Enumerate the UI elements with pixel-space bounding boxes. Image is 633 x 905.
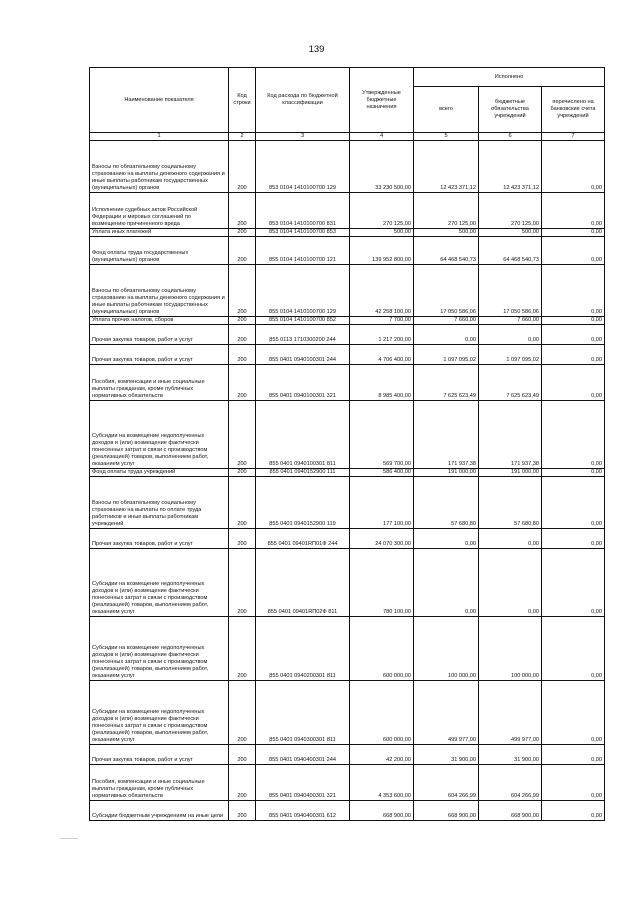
header-line-code: Код строки [229, 68, 256, 133]
row-budget-obligations: 0,00 [479, 325, 542, 345]
row-line-code: 200 [229, 365, 256, 401]
row-executed-total: 1 097 095,02 [414, 345, 479, 365]
row-transferred: 0,00 [542, 317, 605, 325]
row-approved-amount: 780 100,00 [350, 549, 414, 617]
table-row [90, 365, 605, 401]
row-name: Прочая закупка товаров, работ и услуг [90, 345, 229, 365]
row-line-code: 200 [229, 477, 256, 529]
row-name: Взносы по обязательному социальному страхованию на выплаты денежного содержания и иные выплаты работникам государственных (муниципальных) органов [90, 141, 229, 193]
row-approved-amount: 177 100,00 [350, 477, 414, 529]
row-name: Субсидии на возмещение недополученных доходов и (или) возмещение фактически понесенных затрат в связи с производством (реализацией) товаров, выполнением работ, оказанием услуг [90, 549, 229, 617]
row-name: Взносы по обязательному социальному страхованию на выплаты по оплате труда работников и иные выплаты работникам учреждений [90, 477, 229, 529]
row-approved-amount: 42 200,00 [350, 745, 414, 765]
row-budget-code: 855 0104 1410100700 129 [256, 265, 350, 317]
row-name: Субсидии на возмещение недополученных доходов и (или) возмещение фактически понесенных затрат в связи с производством (реализацией) товаров, выполнением работ, оказанием услуг [90, 617, 229, 681]
row-executed-total: 270 125,00 [414, 193, 479, 229]
table-row [90, 549, 605, 617]
row-approved-amount: 600 000,00 [350, 681, 414, 745]
row-line-code: 200 [229, 229, 256, 237]
column-number: 5 [414, 133, 479, 141]
row-transferred: 0,00 [542, 193, 605, 229]
row-transferred: 0,00 [542, 617, 605, 681]
column-number: 2 [229, 133, 256, 141]
row-line-code: 200 [229, 317, 256, 325]
budget-execution-table [89, 67, 605, 821]
row-name: Субсидии на возмещение недополученных доходов и (или) возмещение фактически понесенных затрат в связи с производством (реализацией) товаров, выполнением работ, оказанием услуг [90, 401, 229, 469]
row-budget-code: 855 0401 0940100301 811 [256, 401, 350, 469]
row-approved-amount: 4 353 600,00 [350, 765, 414, 801]
row-budget-obligations: 1 097 095,02 [479, 345, 542, 365]
row-approved-amount: 24 070 300,00 [350, 529, 414, 549]
row-name: Прочая закупка товаров, работ и услуг [90, 745, 229, 765]
header-budget-code: Код расхода по бюджетной классификации [256, 68, 350, 133]
row-line-code: 200 [229, 681, 256, 745]
row-budget-obligations: 31 900,00 [479, 745, 542, 765]
table-row [90, 193, 605, 229]
table-row [90, 765, 605, 801]
row-budget-obligations: 100 000,00 [479, 617, 542, 681]
table-row [90, 745, 605, 765]
row-executed-total: 0,00 [414, 529, 479, 549]
row-executed-total: 0,00 [414, 325, 479, 345]
row-budget-code: 853 0104 1410100700 831 [256, 193, 350, 229]
row-transferred: 0,00 [542, 141, 605, 193]
row-budget-obligations: 7 625 623,49 [479, 365, 542, 401]
row-budget-code: 855 0401 0940400301 612 [256, 801, 350, 821]
row-transferred: 0,00 [542, 265, 605, 317]
row-transferred: 0,00 [542, 801, 605, 821]
row-approved-amount: 586 400,00 [350, 469, 414, 477]
row-line-code: 200 [229, 265, 256, 317]
row-line-code: 200 [229, 529, 256, 549]
row-approved-amount: 270 125,00 [350, 193, 414, 229]
row-transferred: 0,00 [542, 237, 605, 265]
table-row [90, 325, 605, 345]
row-budget-obligations: 17 050 586,06 [479, 265, 542, 317]
table-row [90, 801, 605, 821]
row-transferred: 0,00 [542, 529, 605, 549]
table-row [90, 681, 605, 745]
row-budget-obligations: 191 000,00 [479, 469, 542, 477]
header-transferred: перечислено на банковские счета учреждений [542, 87, 605, 133]
row-approved-amount: 42 258 100,00 [350, 265, 414, 317]
row-budget-code: 855 0401 0940152900 119 [256, 477, 350, 529]
row-name: Пособия, компенсации и иные социальные выплаты гражданам, кроме публичных нормативных обязательств [90, 365, 229, 401]
row-name: Пособия, компенсации и иные социальные выплаты гражданам, кроме публичных нормативных обязательств [90, 765, 229, 801]
row-transferred: 0,00 [542, 477, 605, 529]
row-transferred: 0,00 [542, 325, 605, 345]
column-number: 6 [479, 133, 542, 141]
row-line-code: 200 [229, 325, 256, 345]
row-approved-amount: 569 700,00 [350, 401, 414, 469]
row-executed-total: 499 977,00 [414, 681, 479, 745]
row-budget-code: 855 0401 0940400301 244 [256, 745, 350, 765]
column-number: 1 [90, 133, 229, 141]
row-name: Субсидии бюджетным учреждениям на иные цели [90, 801, 229, 821]
row-line-code: 200 [229, 617, 256, 681]
row-executed-total: 64 468 540,73 [414, 237, 479, 265]
header-executed: Исполнено [414, 68, 605, 87]
row-budget-code: 855 0401 0940300301 811 [256, 681, 350, 745]
row-executed-total: 191 000,00 [414, 469, 479, 477]
row-executed-total: 171 937,38 [414, 401, 479, 469]
row-approved-amount: 1 217 200,00 [350, 325, 414, 345]
row-budget-code: 855 0104 1410100700 852 [256, 317, 350, 325]
row-name: Субсидии на возмещение недополученных доходов и (или) возмещение фактически понесенных затрат в связи с производством (реализацией) товаров, выполнением работ, оказанием услуг [90, 681, 229, 745]
row-approved-amount: 8 985 400,00 [350, 365, 414, 401]
row-executed-total: 100 000,00 [414, 617, 479, 681]
row-approved-amount: 33 230 500,00 [350, 141, 414, 193]
row-executed-total: 7 660,00 [414, 317, 479, 325]
scan-mark [60, 838, 78, 839]
row-approved-amount: 139 952 800,00 [350, 237, 414, 265]
row-budget-code: 853 0104 1410100700 129 [256, 141, 350, 193]
row-name: Прочая закупка товаров, работ и услуг [90, 325, 229, 345]
row-name: Исполнение судебных актов Российской Федерации и мировых соглашений по возмещению причиненного вреда [90, 193, 229, 229]
table-row [90, 141, 605, 193]
header-approved: Утвержденные бюджетные назначения [350, 68, 414, 133]
row-line-code: 200 [229, 765, 256, 801]
table-row [90, 229, 605, 237]
row-executed-total: 500,00 [414, 229, 479, 237]
row-approved-amount: 668 900,00 [350, 801, 414, 821]
row-approved-amount: 500,00 [350, 229, 414, 237]
row-transferred: 0,00 [542, 681, 605, 745]
row-name: Фонд оплаты труда учреждений [90, 469, 229, 477]
row-budget-obligations: 57 680,80 [479, 477, 542, 529]
row-budget-code: 853 0104 1410100700 853 [256, 229, 350, 237]
row-executed-total: 668 900,00 [414, 801, 479, 821]
table-row [90, 345, 605, 365]
row-budget-obligations: 499 977,00 [479, 681, 542, 745]
row-approved-amount: 4 706 400,00 [350, 345, 414, 365]
row-executed-total: 7 625 623,49 [414, 365, 479, 401]
row-budget-code: 855 0401 0940100301 321 [256, 365, 350, 401]
row-budget-obligations: 270 125,00 [479, 193, 542, 229]
row-transferred: 0,00 [542, 401, 605, 469]
row-line-code: 200 [229, 469, 256, 477]
row-line-code: 200 [229, 745, 256, 765]
row-line-code: 200 [229, 549, 256, 617]
row-approved-amount: 7 700,00 [350, 317, 414, 325]
column-number: 3 [256, 133, 350, 141]
row-line-code: 200 [229, 237, 256, 265]
row-transferred: 0,00 [542, 229, 605, 237]
row-budget-code: 855 0113 1710300200 244 [256, 325, 350, 345]
row-executed-total: 31 900,00 [414, 745, 479, 765]
row-transferred: 0,00 [542, 365, 605, 401]
column-number: 7 [542, 133, 605, 141]
row-executed-total: 17 050 586,06 [414, 265, 479, 317]
row-budget-code: 855 0401 09401RП02Ф 811 [256, 549, 350, 617]
row-budget-code: 855 0401 0940200301 811 [256, 617, 350, 681]
row-executed-total: 604 266,99 [414, 765, 479, 801]
row-budget-obligations: 604 266,99 [479, 765, 542, 801]
table-row [90, 237, 605, 265]
row-budget-obligations: 668 900,00 [479, 801, 542, 821]
row-name: Уплата иных платежей [90, 229, 229, 237]
row-line-code: 200 [229, 345, 256, 365]
row-transferred: 0,00 [542, 345, 605, 365]
row-line-code: 200 [229, 801, 256, 821]
row-transferred: 0,00 [542, 745, 605, 765]
header-budget-obligations: бюджетные обязательства учреждений [479, 87, 542, 133]
row-budget-obligations: 12 423 371,12 [479, 141, 542, 193]
row-budget-code: 855 0401 0940400301 321 [256, 765, 350, 801]
table-row [90, 317, 605, 325]
row-name: Фонд оплаты труда государственных (муниципальных) органов [90, 237, 229, 265]
row-budget-obligations: 64 468 540,73 [479, 237, 542, 265]
row-budget-obligations: 7 660,00 [479, 317, 542, 325]
row-name: Прочая закупка товаров, работ и услуг [90, 529, 229, 549]
row-line-code: 200 [229, 193, 256, 229]
row-executed-total: 0,00 [414, 549, 479, 617]
row-line-code: 200 [229, 401, 256, 469]
header-total: всего [414, 87, 479, 133]
row-line-code: 200 [229, 141, 256, 193]
table-row [90, 617, 605, 681]
row-name: Взносы по обязательному социальному страхованию на выплаты денежного содержания и иные выплаты работникам государственных (муниципальных) органов [90, 265, 229, 317]
table-row [90, 265, 605, 317]
row-budget-obligations: 171 937,38 [479, 401, 542, 469]
row-budget-code: 855 0401 0940152900 111 [256, 469, 350, 477]
row-approved-amount: 600 000,00 [350, 617, 414, 681]
row-executed-total: 12 423 371,12 [414, 141, 479, 193]
row-budget-obligations: 0,00 [479, 529, 542, 549]
table-row [90, 469, 605, 477]
row-transferred: 0,00 [542, 549, 605, 617]
column-number: 4 [350, 133, 414, 141]
row-executed-total: 57 680,80 [414, 477, 479, 529]
row-budget-code: 855 0401 0940100301 244 [256, 345, 350, 365]
row-budget-obligations: 500,00 [479, 229, 542, 237]
row-transferred: 0,00 [542, 765, 605, 801]
header-name: Наименование показателя [90, 68, 229, 133]
table-row [90, 401, 605, 469]
row-budget-code: 855 0104 1410100700 121 [256, 237, 350, 265]
page-number: 139 [308, 44, 325, 55]
row-transferred: 0,00 [542, 469, 605, 477]
row-name: Уплата прочих налогов, сборов [90, 317, 229, 325]
row-budget-obligations: 0,00 [479, 549, 542, 617]
table-row [90, 529, 605, 549]
table-row [90, 477, 605, 529]
row-budget-code: 855 0401 09401RП01Ф 244 [256, 529, 350, 549]
